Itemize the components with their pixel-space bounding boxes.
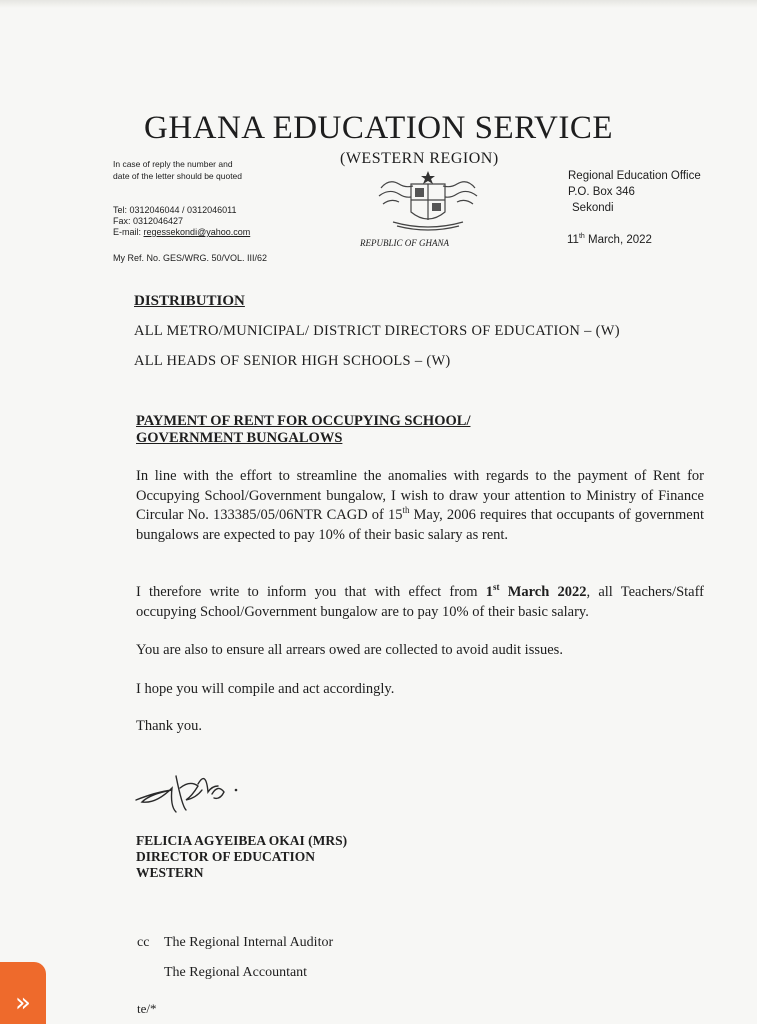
cc-recipient: The Regional Accountant xyxy=(164,965,308,980)
signatory-block xyxy=(136,833,347,881)
body-paragraph-4: I hope you will compile and act accordingly. xyxy=(136,681,395,697)
body-paragraph-3: You are also to ensure all arrears owed are collected to avoid audit issues. xyxy=(136,642,563,658)
signatory-title: DIRECTOR OF EDUCATION xyxy=(136,849,316,864)
reference-number: My Ref. No. GES/WRG. 50/VOL. III/62 xyxy=(113,253,268,263)
distribution-line: ALL HEADS OF SENIOR HIGH SCHOOLS – (W) xyxy=(134,353,451,369)
reply-note: In case of reply the number and date of the letter should be quoted xyxy=(113,159,243,181)
fax: Fax: 0312046427 xyxy=(113,216,184,226)
cc-recipient: The Regional Internal Auditor xyxy=(164,935,334,950)
signature-icon xyxy=(132,766,252,816)
email-row xyxy=(113,227,250,238)
contact-details xyxy=(113,205,250,238)
coat-of-arms-icon xyxy=(373,170,483,232)
office-address xyxy=(568,168,701,216)
scroll-next-button[interactable] xyxy=(0,962,46,1024)
cc-list xyxy=(137,928,333,988)
telephone: Tel: 0312046044 / 0312046011 xyxy=(113,205,237,215)
address-line: Regional Education Office xyxy=(568,170,701,182)
signatory-location: WESTERN xyxy=(136,865,204,880)
letter-date: 11th March, 2022 xyxy=(567,233,652,246)
closing-thanks: Thank you. xyxy=(136,718,203,734)
address-line: Sekondi xyxy=(572,202,614,214)
region-label: (WESTERN REGION) xyxy=(340,150,499,167)
distribution-heading: DISTRIBUTION xyxy=(134,293,245,309)
organization-title: GHANA EDUCATION SERVICE xyxy=(143,110,614,146)
typist-reference: te/* xyxy=(137,1001,157,1016)
address-line: P.O. Box 346 xyxy=(568,186,635,198)
paper-top-edge xyxy=(0,0,757,8)
email-link[interactable]: regessekondi@yahoo.com xyxy=(143,227,251,237)
distribution-line: ALL METRO/MUNICIPAL/ DISTRICT DIRECTORS OF EDUCATION – (W) xyxy=(134,323,620,339)
cc-label: cc xyxy=(137,935,150,950)
double-chevron-right-icon: » xyxy=(15,988,31,1018)
signatory-name: FELICIA AGYEIBEA OKAI (MRS) xyxy=(136,833,348,848)
republic-caption: REPUBLIC OF GHANA xyxy=(360,238,449,248)
email-label: E-mail: xyxy=(113,227,142,237)
body-paragraph-1: In line with the effort to streamline the anomalies with regards to the payment of Rent for Occupying School/Government bungalow, I wish to draw your attention to Ministry of Finance Circular No. 133385/05/06NTR CAGD of 15th May, 2006 requires that occupants of government bungalows are expected to pay 10% of their basic salary as rent. xyxy=(136,468,704,543)
body-paragraph-2: I therefore write to inform you that with effect from 1st March 2022, all Teachers/Staff occupying School/Government bungalow are to pay 10% of their basic salary. xyxy=(136,582,704,620)
subject-heading: PAYMENT OF RENT FOR OCCUPYING SCHOOL/ GOVERNMENT BUNGALOWS xyxy=(136,413,471,446)
